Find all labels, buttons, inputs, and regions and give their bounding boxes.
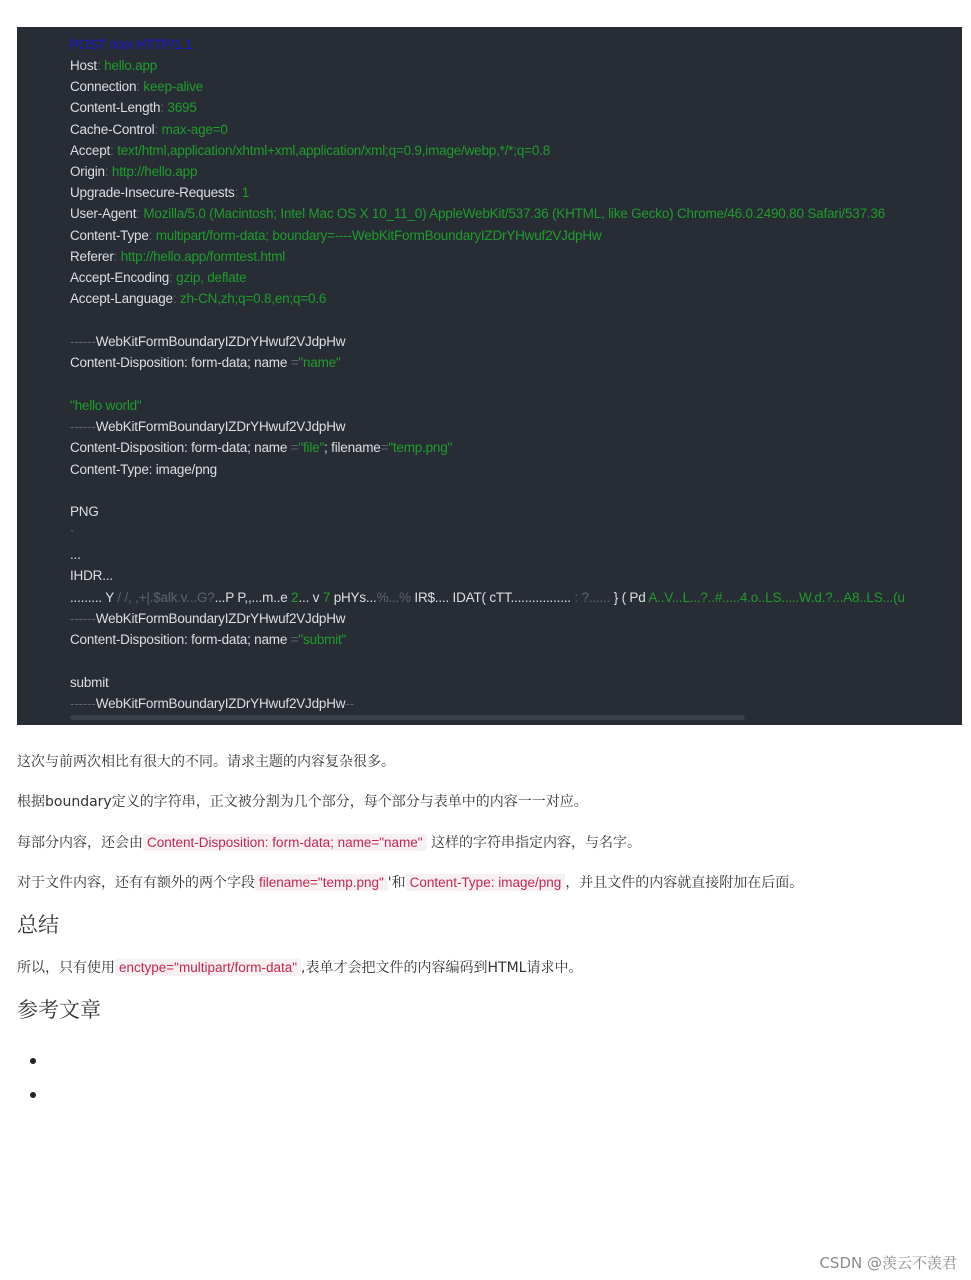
disposition-line-name: Content-Disposition: form-data; name ="name" (70, 355, 341, 370)
boundary-line: ------WebKitFormBoundaryIZDrYHwuf2VJdpHw (70, 334, 346, 349)
paragraph: 所以，只有使用 enctype="multipart/form-data" ,表单才会把文件的内容编码到HTML请求中。 (17, 960, 583, 976)
header-key: Origin (70, 164, 105, 179)
paragraph: 这次与前两次相比有很大的不同。请求主题的内容复杂很多。 (17, 754, 395, 770)
inline-code: enctype="multipart/form-data" (115, 959, 301, 976)
header-key: Accept-Encoding (70, 270, 170, 285)
header-key: Content-Length (70, 100, 161, 116)
paragraph: 根据boundary定义的字符串，正文被分割为几个部分，每个部分与表单中的内容一一对应。 (17, 794, 588, 810)
inline-code: Content-Disposition: form-data; name="name" (143, 834, 427, 851)
header-key: Upgrade-Insecure-Requests (70, 185, 235, 201)
part-value-submit: submit (70, 675, 109, 690)
boundary-line: ------WebKitFormBoundaryIZDrYHwuf2VJdpHw (70, 419, 346, 434)
header-line: Content-Length: 3695 (70, 100, 197, 116)
header-key: Accept (70, 142, 111, 158)
disposition-line-submit: Content-Disposition: form-data; name ="submit" (70, 632, 347, 647)
header-value: gzip, deflate (176, 270, 247, 285)
ihdr-line: IHDR... (70, 568, 113, 583)
header-key: User-Agent (70, 206, 137, 222)
final-boundary-line: ------WebKitFormBoundaryIZDrYHwuf2VJdpHw-- (70, 696, 354, 711)
header-value: 3695 (167, 100, 197, 116)
header-line: Accept-Language: zh-CN,zh;q=0.8,en;q=0.6 (70, 291, 327, 307)
header-key: Host (70, 58, 97, 73)
binary-data-line: ......... Y / /, ,+|.$alk.v...G?...P P,,...m..e 2... v 7 pHYs...%...% IR$.... IDAT( cTT................. : ?...... } ( Pd A..V...L...?..#.....4.o..LS.....W.d.?...A8..LS...(u (70, 590, 905, 605)
content-type-line: Content-Type: image/png (70, 462, 217, 477)
part-value-hello: "hello world" (70, 398, 142, 413)
header-line: User-Agent: Mozilla/5.0 (Macintosh; Intel Mac OS X 10_11_0) AppleWebKit/537.36 (KHTML, like Gecko) Chrome/46.0.2490.80 Safari/537.36 (70, 206, 886, 222)
header-value: multipart/form-data; boundary=----WebKitFormBoundaryIZDrYHwuf2VJdpHw (155, 227, 602, 243)
header-value: keep-alive (143, 79, 203, 95)
heading-summary: 总结 (17, 913, 59, 937)
header-line: Host: hello.app (70, 58, 158, 73)
request-line: POST /xxx HTTP/1.1 (70, 37, 193, 52)
inline-code: filename="temp.png" (255, 874, 388, 891)
header-line: Connection: keep-alive (70, 79, 203, 95)
header-line: Accept: text/html,application/xhtml+xml,application/xml;q=0.9,image/webp,*/*;q=0.8 (70, 142, 550, 158)
png-line: PNG (70, 504, 99, 519)
paragraph: 对于文件内容，还有有额外的两个字段 filename="temp.png" '和 Content-Type: image/png ，并且文件的内容就直接附加在后面。 (17, 875, 804, 891)
header-key: Connection (70, 79, 137, 95)
header-value: 1 (241, 185, 250, 201)
header-value: http://hello.app/formtest.html (120, 248, 286, 264)
inline-code: Content-Type: image/png (406, 874, 566, 891)
horizontal-scrollbar[interactable] (70, 715, 745, 720)
list-bullet (30, 1092, 36, 1098)
watermark: CSDN @羡云不羡君 (819, 1254, 957, 1272)
disposition-line-file: Content-Disposition: form-data; name ="file"; filename="temp.png" (70, 440, 453, 455)
header-line: Upgrade-Insecure-Requests: 1 (70, 185, 250, 201)
header-line: Cache-Control: max-age=0 (70, 121, 228, 137)
paragraph: 每部分内容，还会由 Content-Disposition: form-data; name="name" 这样的字符串指定内容，与名字。 (17, 835, 642, 851)
boundary-line: ------WebKitFormBoundaryIZDrYHwuf2VJdpHw (70, 611, 346, 626)
heading-references: 参考文章 (17, 998, 101, 1022)
header-value: text/html,application/xhtml+xml,application/xml;q=0.9,image/webp,*/*;q=0.8 (117, 142, 550, 158)
header-value: Mozilla/5.0 (Macintosh; Intel Mac OS X 10_11_0) AppleWebKit/537.36 (KHTML, like Gecko) Chrome/46.0.2490.80 Safari/537.36 (143, 206, 886, 222)
header-line: Referer: http://hello.app/formtest.html (70, 248, 286, 264)
header-value: http://hello.app (111, 164, 198, 179)
header-line: Content-Type: multipart/form-data; boundary=----WebKitFormBoundaryIZDrYHwuf2VJdpHw (70, 227, 602, 243)
header-key: Referer (70, 248, 114, 264)
header-value: max-age=0 (161, 121, 228, 137)
header-key: Cache-Control (70, 121, 155, 137)
binary-ellipsis: ... (70, 547, 81, 562)
header-line: Origin: http://hello.app (70, 164, 198, 179)
header-line: Accept-Encoding: gzip, deflate (70, 270, 247, 285)
header-key: Content-Type (70, 227, 149, 243)
header-value: zh-CN,zh;q=0.8,en;q=0.6 (179, 291, 327, 307)
code-block (17, 27, 962, 725)
list-bullet (30, 1058, 36, 1064)
header-value: hello.app (104, 58, 158, 73)
header-key: Accept-Language (70, 291, 173, 307)
binary-tick: ` (70, 528, 75, 543)
